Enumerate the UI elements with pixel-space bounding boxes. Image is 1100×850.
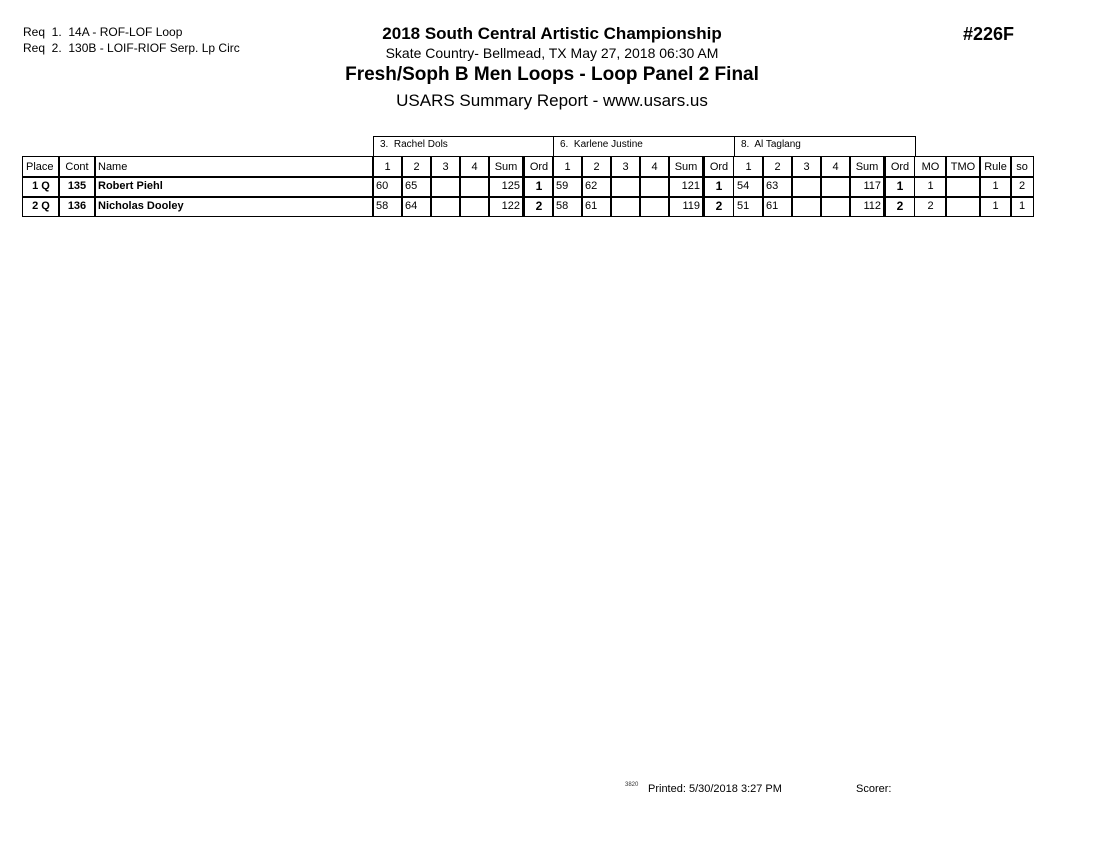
row-judge-2-s3 (610, 177, 641, 197)
row-judge-1-s2: 65 (401, 177, 432, 197)
row-judge-1-sum: 122 (488, 197, 524, 217)
printed-timestamp: Printed: 5/30/2018 3:27 PM (648, 783, 782, 795)
column-header-mo: MO (914, 156, 947, 177)
row-judge-2-ord: 1 (702, 177, 734, 197)
row-judge-1-s4 (459, 197, 490, 217)
row-judge-3-s4 (820, 197, 851, 217)
judge-1-column-header-ord: Ord (522, 156, 554, 177)
row-judge-3-s3 (791, 177, 822, 197)
row-place: 1 Q (22, 177, 60, 197)
row-judge-2-sum: 121 (668, 177, 704, 197)
judge-3-column-header-sum: Sum (849, 156, 885, 177)
event-name: Fresh/Soph B Men Loops - Loop Panel 2 Final (345, 64, 759, 85)
row-place: 2 Q (22, 197, 60, 217)
judge-1-column-header-j2: 2 (401, 156, 432, 177)
row-judge-2-s1: 59 (552, 177, 583, 197)
row-judge-1-s1: 60 (372, 177, 403, 197)
judge-1-column-header-j3: 3 (430, 156, 461, 177)
report-line: USARS Summary Report - www.usars.us (396, 91, 708, 110)
row-judge-3-s3 (791, 197, 822, 217)
row-judge-1-ord: 2 (522, 197, 554, 217)
column-header-cont: Cont (58, 156, 96, 177)
judge-2-column-header-j1: 1 (552, 156, 583, 177)
row-judge-1-s2: 64 (401, 197, 432, 217)
requirement-1: Req 1. 14A - ROF-LOF Loop (23, 25, 183, 39)
judge-2-column-header-ord: Ord (702, 156, 734, 177)
row-name: Nicholas Dooley (94, 197, 374, 217)
row-judge-2-s2: 61 (581, 197, 612, 217)
row-judge-3-sum: 112 (849, 197, 885, 217)
requirement-2: Req 2. 130B - LOIF-RIOF Serp. Lp Circ (23, 41, 240, 55)
row-judge-2-s3 (610, 197, 641, 217)
row-judge-1-s1: 58 (372, 197, 403, 217)
competition-title: 2018 South Central Artistic Championship (382, 24, 722, 43)
row-judge-2-s1: 58 (552, 197, 583, 217)
row-judge-2-sum: 119 (668, 197, 704, 217)
row-so: 2 (1010, 177, 1034, 197)
row-cont: 136 (58, 197, 96, 217)
row-judge-3-s1: 54 (733, 177, 764, 197)
row-mo: 2 (914, 197, 947, 217)
column-header-name: Name (94, 156, 374, 177)
row-judge-3-s4 (820, 177, 851, 197)
row-rule: 1 (979, 197, 1012, 217)
row-name: Robert Piehl (94, 177, 374, 197)
judge-header-2: 6. Karlene Justine (553, 136, 735, 156)
column-header-tmo: TMO (945, 156, 981, 177)
row-judge-2-s4 (639, 197, 670, 217)
row-judge-3-s2: 63 (762, 177, 793, 197)
row-judge-2-ord: 2 (702, 197, 734, 217)
row-tmo (945, 177, 981, 197)
row-judge-3-sum: 117 (849, 177, 885, 197)
judge-2-column-header-sum: Sum (668, 156, 704, 177)
location-line: Skate Country- Bellmead, TX May 27, 2018 06:30 AM (385, 45, 719, 61)
row-judge-2-s4 (639, 177, 670, 197)
row-judge-3-s1: 51 (733, 197, 764, 217)
judge-1-column-header-j1: 1 (372, 156, 403, 177)
column-header-so: so (1010, 156, 1034, 177)
judge-3-column-header-j1: 1 (733, 156, 764, 177)
column-header-place: Place (22, 156, 60, 177)
column-header-rule: Rule (979, 156, 1012, 177)
judge-3-column-header-j4: 4 (820, 156, 851, 177)
judge-3-column-header-j2: 2 (762, 156, 793, 177)
row-judge-1-ord: 1 (522, 177, 554, 197)
row-judge-1-sum: 125 (488, 177, 524, 197)
row-tmo (945, 197, 981, 217)
row-rule: 1 (979, 177, 1012, 197)
scorer-label: Scorer: (856, 783, 892, 795)
row-so: 1 (1010, 197, 1034, 217)
event-number: #226F (963, 24, 1015, 44)
row-judge-3-ord: 1 (883, 177, 915, 197)
row-judge-2-s2: 62 (581, 177, 612, 197)
judge-3-column-header-ord: Ord (883, 156, 915, 177)
judge-1-column-header-sum: Sum (488, 156, 524, 177)
judge-2-column-header-j2: 2 (581, 156, 612, 177)
judge-2-column-header-j4: 4 (639, 156, 670, 177)
footer-code: 3820 (625, 782, 639, 788)
judge-2-column-header-j3: 3 (610, 156, 641, 177)
judge-header-1: 3. Rachel Dols (373, 136, 554, 156)
judge-1-column-header-j4: 4 (459, 156, 490, 177)
row-judge-3-ord: 2 (883, 197, 915, 217)
row-mo: 1 (914, 177, 947, 197)
judge-3-column-header-j3: 3 (791, 156, 822, 177)
judge-header-3: 8. Al Taglang (734, 136, 916, 156)
row-judge-1-s3 (430, 197, 461, 217)
row-cont: 135 (58, 177, 96, 197)
row-judge-1-s4 (459, 177, 490, 197)
row-judge-1-s3 (430, 177, 461, 197)
row-judge-3-s2: 61 (762, 197, 793, 217)
